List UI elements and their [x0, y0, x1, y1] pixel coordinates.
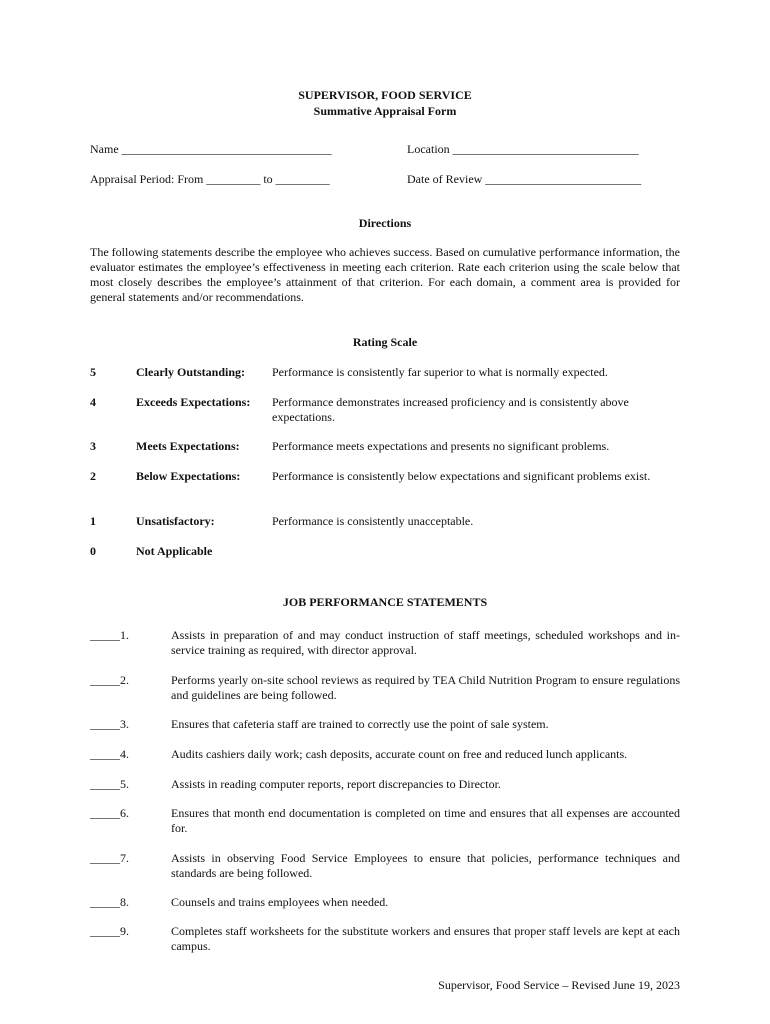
name-field[interactable]: Name ___________________________________ — [90, 142, 332, 156]
rating-label: Meets Expectations: — [136, 439, 240, 453]
rating-label: Not Applicable — [136, 544, 213, 558]
form-title: SUPERVISOR, FOOD SERVICE — [298, 88, 472, 102]
rating-score: 0 — [90, 544, 96, 558]
statement-text: Performs yearly on-site school reviews as required by TEA Child Nutrition Program to ensure regulations and guidelines are being followed. — [171, 673, 680, 702]
statement-text: Assists in reading computer reports, report discrepancies to Director. — [171, 777, 501, 791]
statement-text: Assists in preparation of and may conduct instruction of staff meetings, scheduled workshops and in-service training as required, with director approval. — [171, 628, 680, 657]
rating-score: 1 — [90, 514, 96, 528]
date-of-review-field[interactable]: Date of Review __________________________ — [407, 172, 642, 186]
rating-description: Performance demonstrates increased proficiency and is consistently above expectations. — [272, 395, 629, 424]
rating-label: Clearly Outstanding: — [136, 365, 246, 379]
rating-score: 3 — [90, 439, 96, 453]
rating-scale-heading: Rating Scale — [352, 335, 418, 349]
rating-score: 2 — [90, 469, 96, 483]
statement-rating-blank[interactable]: _____3. — [90, 717, 129, 731]
statement-text: Counsels and trains employees when needed. — [171, 895, 389, 909]
statement-text: Ensures that cafeteria staff are trained to correctly use the point of sale system. — [171, 717, 549, 731]
statement-rating-blank[interactable]: _____6. — [90, 806, 129, 820]
job-performance-heading: JOB PERFORMANCE STATEMENTS — [282, 595, 488, 609]
appraisal-period-field[interactable]: Appraisal Period: From _________ to _________ — [90, 172, 330, 186]
directions-heading: Directions — [358, 216, 412, 230]
statement-rating-blank[interactable]: _____9. — [90, 924, 129, 938]
statement-rating-blank[interactable]: _____7. — [90, 851, 129, 865]
statement-text: Assists in observing Food Service Employees to ensure that policies, performance techniques and standards are being followed. — [171, 851, 680, 880]
rating-score: 5 — [90, 365, 96, 379]
statement-rating-blank[interactable]: _____2. — [90, 673, 129, 687]
rating-description: Performance is consistently far superior to what is normally expected. — [272, 365, 608, 379]
rating-description: Performance is consistently below expectations and significant problems exist. — [272, 469, 651, 483]
statement-rating-blank[interactable]: _____8. — [90, 895, 129, 909]
rating-score: 4 — [90, 395, 96, 409]
rating-description: Performance meets expectations and presents no significant problems. — [272, 439, 610, 453]
rating-label: Exceeds Expectations: — [136, 395, 251, 409]
rating-description: Performance is consistently unacceptable. — [272, 514, 474, 528]
page-footer: Supervisor, Food Service – Revised June 19, 2023 — [438, 978, 680, 992]
statement-text: Ensures that month end documentation is completed on time and ensures that all expenses are accounted for. — [171, 806, 680, 835]
statement-rating-blank[interactable]: _____4. — [90, 747, 129, 761]
form-subtitle: Summative Appraisal Form — [313, 104, 457, 118]
statement-text: Audits cashiers daily work; cash deposits, accurate count on free and reduced lunch applicants. — [171, 747, 628, 761]
directions-text: The following statements describe the employee who achieves success. Based on cumulative performance information, the evaluator estimates the employee’s effectiveness in meeting each criterion. Rate each criterion using the scale below that most closely describes the employee’s attainment of that criterion. For each domain, a comment area is provided for general statements and/or recommendations. — [90, 245, 680, 304]
rating-label: Below Expectations: — [136, 469, 241, 483]
statement-rating-blank[interactable]: _____1. — [90, 628, 129, 642]
statement-text: Completes staff worksheets for the substitute workers and ensures that proper staff levels are kept at each campus. — [171, 924, 680, 953]
rating-label: Unsatisfactory: — [136, 514, 215, 528]
statement-rating-blank[interactable]: _____5. — [90, 777, 129, 791]
location-field[interactable]: Location _______________________________ — [407, 142, 639, 156]
